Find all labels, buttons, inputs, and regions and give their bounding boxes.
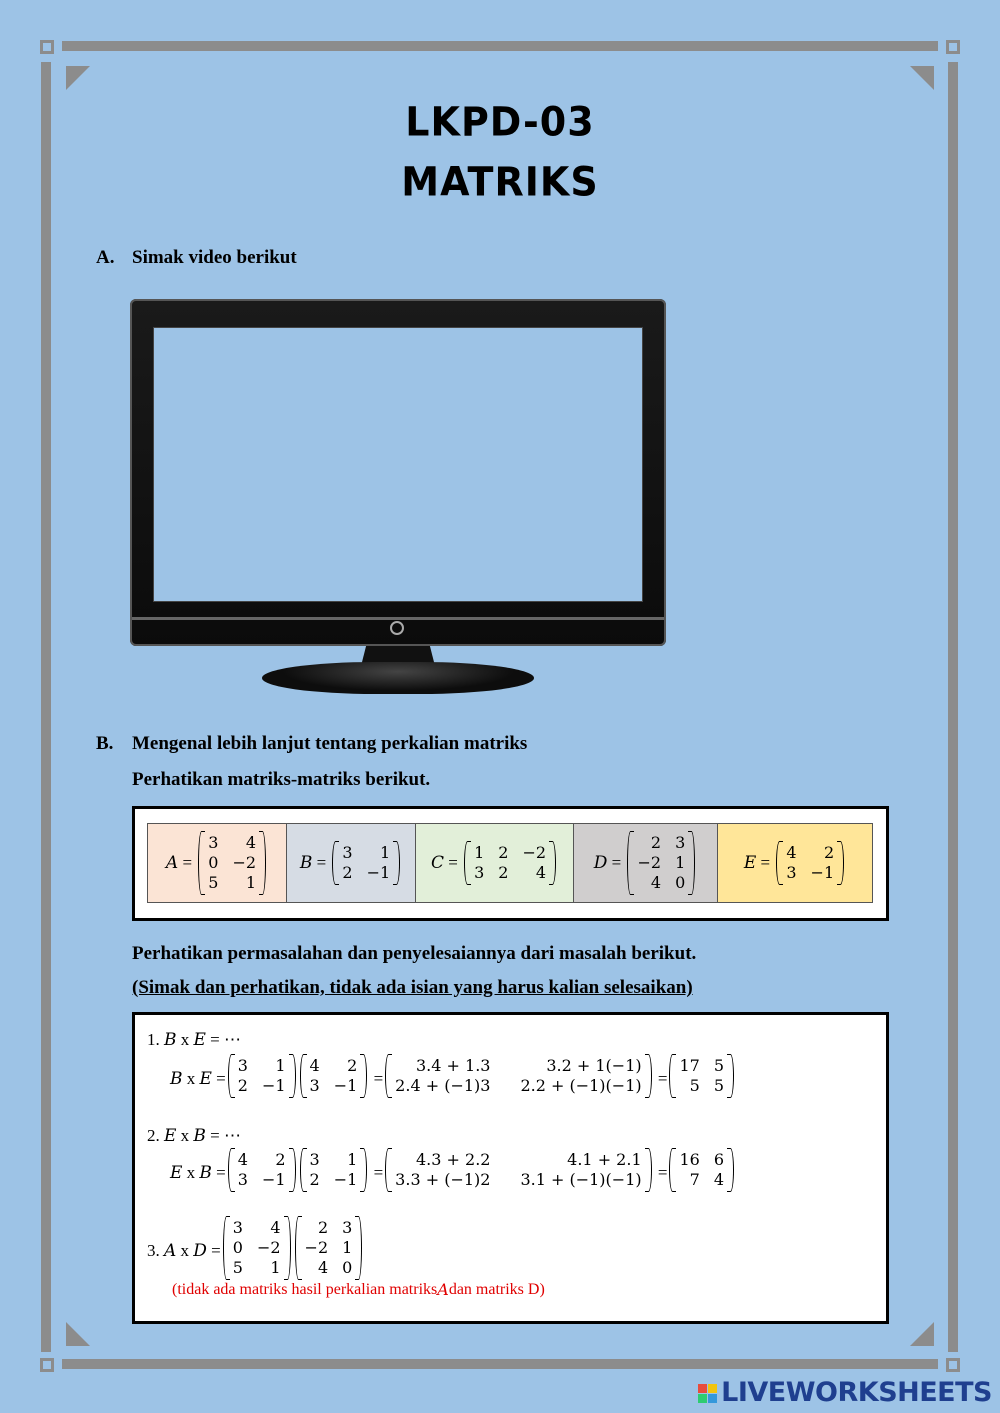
matrix-entry: 1: [245, 873, 257, 892]
matrix-entry: 1: [342, 1238, 353, 1257]
page-title-line2: MATRIKS: [401, 158, 599, 206]
section-a-heading: [96, 247, 297, 269]
left-paren-icon: [300, 1054, 307, 1098]
left-paren-icon: [385, 1054, 392, 1098]
frame-right: [948, 62, 958, 1352]
section-b-sub: Perhatikan matriks-matriks berikut.: [132, 769, 431, 790]
matrix-cell-b: [286, 823, 416, 903]
section-b-text: Mengenal lebih lanjut tentang perkalian matriks: [132, 733, 528, 754]
matrix-entry: 4: [309, 1056, 320, 1075]
matrix-entry: −2: [522, 843, 547, 862]
matrix-entry: 1: [275, 1056, 286, 1075]
right-paren-icon: [645, 1148, 652, 1192]
right-paren-icon: [688, 831, 695, 895]
left-paren-icon: [228, 1054, 235, 1098]
right-paren-icon: [360, 1148, 367, 1192]
matrix-entry: 2: [237, 1076, 248, 1095]
matrix-entry: 4: [270, 1218, 281, 1237]
problem-1-sol-op: x: [186, 1068, 196, 1088]
problem-1-left: B: [164, 1030, 177, 1050]
problem-2-num: 2.: [147, 1126, 160, 1145]
right-paren-icon: [645, 1054, 652, 1098]
right-paren-icon: [727, 1054, 734, 1098]
matrix-entry: 2: [823, 843, 835, 862]
right-paren-icon: [289, 1148, 296, 1192]
problem-3-matrix-d: [293, 1216, 365, 1285]
matrix-name: A: [165, 853, 179, 873]
matrix-entry: 1: [474, 843, 485, 862]
left-paren-icon: [385, 1148, 392, 1192]
matrix-entry: 2.2 + (−1)(−1): [520, 1076, 642, 1095]
problem-1-tail: = ⋯: [210, 1030, 242, 1049]
left-paren-icon: [228, 1148, 235, 1192]
frame-triangle-tl: [66, 66, 90, 90]
matrix-entry: 3: [675, 833, 686, 852]
matrix-entry: 4: [535, 863, 547, 882]
matrix-entry: −1: [261, 1076, 286, 1095]
problem-1-op: x: [180, 1030, 190, 1049]
frame-corner-tl: [40, 40, 54, 54]
matrix-entry: −1: [333, 1170, 358, 1189]
matrix-entry: 3.3 + (−1)2: [395, 1170, 491, 1189]
problem-1-sol-left: B: [170, 1068, 183, 1089]
left-paren-icon: [300, 1148, 307, 1192]
matrix-entry: 4: [237, 1150, 248, 1169]
left-paren-icon: [223, 1216, 230, 1280]
right-paren-icon: [393, 841, 400, 885]
problem-3-op: x: [180, 1240, 190, 1260]
matrix-entry: 3.1 + (−1)(−1): [520, 1170, 642, 1189]
matrix-entry: 4: [317, 1258, 329, 1277]
frame-bottom: [62, 1359, 938, 1369]
power-icon: [390, 621, 404, 635]
matrix-entry: 4: [245, 833, 257, 852]
problem-1-sol-right: E: [199, 1068, 212, 1089]
problem-3-left: A: [164, 1240, 177, 1261]
page-title-line1: LKPD-03: [405, 98, 595, 146]
matrix-entry: 5: [689, 1076, 700, 1095]
matrix-entry: 2.4 + (−1)3: [395, 1076, 491, 1095]
problem-2-sol-right: B: [199, 1162, 212, 1183]
monitor-strip: [132, 617, 664, 620]
matrix-entry: 2: [309, 1170, 320, 1189]
video-screen[interactable]: [153, 327, 643, 602]
problem-2-question: [147, 1126, 241, 1146]
left-paren-icon: [295, 1216, 302, 1280]
section-a-text: Simak video berikut: [132, 247, 297, 268]
matrix-cell-c: [415, 823, 574, 903]
frame-corner-tr: [946, 40, 960, 54]
right-paren-icon: [727, 1148, 734, 1192]
matrix-entry: 1: [347, 1150, 358, 1169]
matrix-entry: 4: [713, 1170, 725, 1189]
section-b-label: B.: [96, 733, 114, 754]
right-paren-icon: [355, 1216, 362, 1280]
matrix-entry: −1: [261, 1170, 286, 1189]
equals-sign: =: [178, 853, 197, 872]
equals-sign: =: [312, 853, 331, 872]
liveworksheets-logo: [698, 1377, 992, 1408]
right-paren-icon: [289, 1054, 296, 1098]
matrix-entry: 2: [275, 1150, 286, 1169]
matrix-entry: 5: [713, 1056, 725, 1075]
matrix-entry: 2: [498, 843, 509, 862]
matrix-entry: −1: [810, 863, 835, 882]
matrix-entry: 2: [498, 863, 509, 882]
matrix-entry: 2: [317, 1218, 329, 1237]
frame-corner-bl: [40, 1358, 54, 1372]
left-paren-icon: [776, 841, 783, 885]
matrix-entry: 4.3 + 2.2: [415, 1150, 491, 1169]
problem-1-matrix-b: [226, 1054, 298, 1103]
problem-2-result: [667, 1148, 736, 1197]
problem-1-right: E: [193, 1030, 206, 1050]
problem-1-result: [667, 1054, 736, 1103]
monitor-stand: [262, 662, 534, 694]
problem-3-note: [172, 1280, 545, 1299]
matrix-name: D: [593, 853, 608, 873]
left-paren-icon: [198, 831, 205, 895]
matrix-entry: 6: [713, 1150, 725, 1169]
matrix-entry: 5: [713, 1076, 725, 1095]
problem-2-tail: = ⋯: [210, 1126, 242, 1145]
matrix-entry: 2: [650, 833, 662, 852]
left-paren-icon: [627, 831, 634, 895]
matrix-entry: −2: [256, 1238, 281, 1257]
problems-note: (Simak dan perhatikan, tidak ada isian yang harus kalian selesaikan): [132, 977, 693, 998]
equals-sign: =: [443, 853, 463, 872]
problem-3-matrix-a: [221, 1216, 293, 1285]
matrix-entry: 17: [679, 1056, 700, 1075]
problem-2-right: B: [193, 1126, 206, 1146]
liveworksheets-brand: LIVEWORKSHEETS: [721, 1377, 992, 1408]
right-paren-icon: [259, 831, 266, 895]
problem-2-matrix-b: [298, 1148, 370, 1197]
problem-2-op: x: [180, 1126, 190, 1145]
matrix-cell-e: [717, 823, 873, 903]
equals-sign: =: [607, 853, 626, 872]
matrix-name: E: [743, 853, 757, 873]
matrix-entry: 16: [679, 1150, 700, 1169]
matrix-entry: −2: [637, 853, 662, 872]
matrix-entry: 3: [786, 863, 797, 882]
matrix-entry: 3: [232, 1218, 243, 1237]
matrix-entry: −1: [333, 1076, 358, 1095]
matrix-entry: 1: [380, 843, 391, 862]
matrix-entry: 3: [237, 1056, 248, 1075]
frame-top: [62, 41, 938, 51]
matrix-entry: 3: [342, 843, 353, 862]
left-paren-icon: [464, 841, 471, 885]
matrix-entry: −1: [366, 863, 391, 882]
frame-corner-br: [946, 1358, 960, 1372]
matrix-cell-a: [147, 823, 287, 903]
matrix-entry: 2: [342, 863, 353, 882]
matrix-name: C: [430, 853, 444, 873]
problem-3-right: D: [193, 1240, 207, 1261]
right-paren-icon: [549, 841, 556, 885]
matrix-entry: 3: [208, 833, 219, 852]
problem-1-solution: B x E = 3 1 2 −1 4 2 3 −1 = 3.4 + 1.3 3.2 + 1(−1) 2.4 + (−1)3 2.2 + (−1)(−1) = 17 5 5 5: [170, 1054, 736, 1103]
problem-2-sol-left: E: [170, 1162, 183, 1183]
matrix-entry: 4: [786, 843, 797, 862]
section-b-heading: [96, 733, 527, 755]
problem-2-solution: E x B = 4 2 3 −1 3 1 2 −1 = 4.3 + 2.2 4.1 + 2.1 3.3 + (−1)2 3.1 + (−1)(−1) = 16 6 7 4: [170, 1148, 736, 1197]
right-paren-icon: [360, 1054, 367, 1098]
matrix-entry: 0: [342, 1258, 353, 1277]
right-paren-icon: [837, 841, 844, 885]
matrix-cell-d: [573, 823, 718, 903]
matrix-name: B: [299, 853, 313, 873]
problem-1-matrix-e: [298, 1054, 370, 1103]
problems-intro: Perhatikan permasalahan dan penyelesaiannya dari masalah berikut.: [132, 943, 697, 964]
frame-left: [41, 62, 51, 1352]
problem-1-num: 1.: [147, 1030, 160, 1049]
problem-3-note-pre: (tidak ada matriks hasil perkalian matriks: [172, 1280, 438, 1298]
problem-1-question: [147, 1030, 241, 1050]
matrix-entry: 0: [675, 873, 686, 892]
liveworksheets-logo-icon: [698, 1384, 717, 1403]
matrix-entry: −2: [232, 853, 257, 872]
problem-3-note-post: dan matriks D): [448, 1280, 545, 1298]
matrix-entry: 3.4 + 1.3: [415, 1056, 491, 1075]
matrix-entry: 5: [232, 1258, 243, 1277]
frame-triangle-tr: [910, 66, 934, 90]
problem-2-expansion: [383, 1148, 653, 1197]
matrix-entry: 3: [309, 1076, 320, 1095]
matrix-entry: 4.1 + 2.1: [567, 1150, 642, 1169]
right-paren-icon: [284, 1216, 291, 1280]
problem-2-sol-op: x: [186, 1162, 196, 1182]
matrix-entry: 3: [309, 1150, 320, 1169]
frame-triangle-br: [910, 1322, 934, 1346]
matrix-entry: 3: [474, 863, 485, 882]
left-paren-icon: [669, 1148, 676, 1192]
matrix-entry: 4: [650, 873, 662, 892]
matrix-entry: 0: [208, 853, 219, 872]
problem-2-matrix-e: [226, 1148, 298, 1197]
problem-3-solution: 3. A x D = 3 4 0 −2 5 1 2 3 −2 1 4 0: [147, 1216, 364, 1285]
section-a-label: A.: [96, 247, 115, 268]
matrix-entry: 3: [237, 1170, 248, 1189]
left-paren-icon: [669, 1054, 676, 1098]
matrix-entry: 7: [689, 1170, 700, 1189]
matrix-entry: −2: [304, 1238, 329, 1257]
problem-3-note-var: A: [437, 1280, 449, 1299]
problem-1-expansion: [383, 1054, 653, 1103]
matrix-entry: 5: [208, 873, 219, 892]
problem-2-left: E: [164, 1126, 177, 1146]
problem-3-num: 3.: [147, 1240, 160, 1260]
left-paren-icon: [332, 841, 339, 885]
equals-sign: =: [756, 853, 775, 872]
frame-triangle-bl: [66, 1322, 90, 1346]
matrix-entry: 2: [347, 1056, 358, 1075]
matrix-entry: 1: [675, 853, 686, 872]
matrix-entry: 0: [232, 1238, 243, 1257]
matrix-entry: 3.2 + 1(−1): [546, 1056, 642, 1075]
matrix-entry: 3: [342, 1218, 353, 1237]
matrix-entry: 1: [270, 1258, 281, 1277]
